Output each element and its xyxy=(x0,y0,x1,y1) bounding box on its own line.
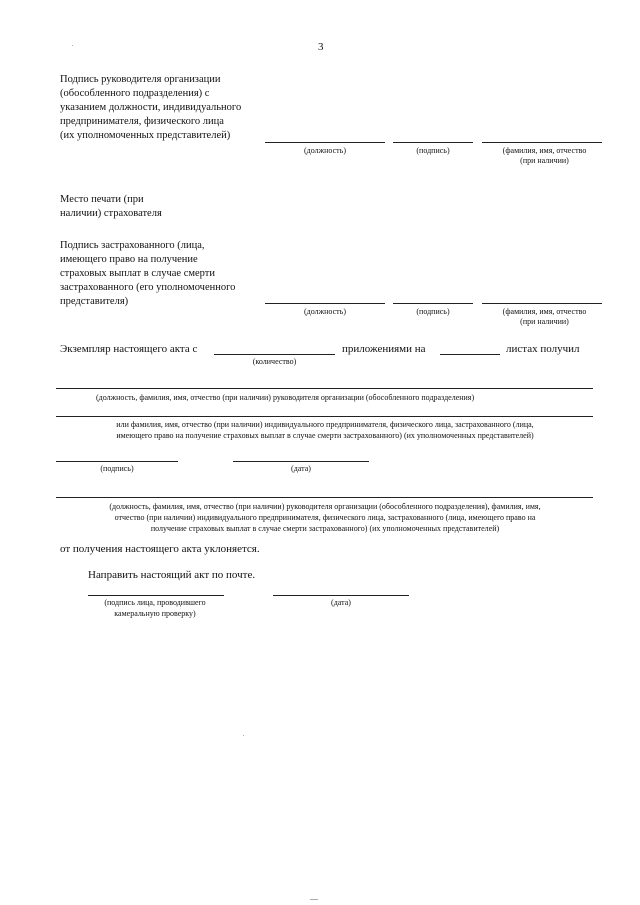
recipient-signature-label: (подпись) xyxy=(100,464,134,473)
insured-signature-line xyxy=(393,303,473,304)
scan-speck xyxy=(243,735,244,736)
copy-received-text-2: приложениями на xyxy=(342,343,426,355)
mail-statement: Направить настоящий акт по почте. xyxy=(88,569,256,581)
recipient-caption-1: (должность, фамилия, имя, отчество (при наличии) руководителя организации (обособленного подразделения) xyxy=(96,393,475,402)
inspector-signature-label: (подпись лица, проводившего xyxy=(104,598,206,607)
refusal-line xyxy=(56,497,593,498)
inspector-signature-label-2: камеральную проверку) xyxy=(114,609,196,618)
sheet-count-line xyxy=(440,354,500,355)
refusal-caption-3: получение страховых выплат в случае смерти застрахованного) (их уполномоченных представителей) xyxy=(150,524,500,533)
insured-signature-label: (подпись) xyxy=(416,307,450,316)
refusal-statement: от получения настоящего акта уклоняется. xyxy=(60,543,260,555)
recipient-signature-line xyxy=(56,461,178,462)
page-number: 3 xyxy=(318,41,324,53)
quantity-label: (количество) xyxy=(252,357,297,366)
insured-fio-label-2: (при наличии) xyxy=(520,317,569,326)
stamp-caption-line: наличии) страхователя xyxy=(60,208,162,219)
head-signature-caption-line: указанием должности, индивидуального xyxy=(60,102,242,113)
insured-signature-caption-line: Подпись застрахованного (лица, xyxy=(60,240,205,251)
head-position-line xyxy=(265,142,385,143)
head-signature-caption-line: Подпись руководителя организации xyxy=(60,74,221,85)
recipient-caption-2b: имеющего право на получение страховых выплат в случае смерти застрахованного) (их уполномоченных представителей) xyxy=(116,431,534,440)
stamp-caption-line: Место печати (при xyxy=(60,194,144,205)
head-fio-label-2: (при наличии) xyxy=(520,156,569,165)
scan-speck xyxy=(72,45,73,46)
copy-received-text-3: листах получил xyxy=(506,343,580,355)
head-fio-label: (фамилия, имя, отчество xyxy=(502,146,587,155)
scan-speck xyxy=(310,899,318,900)
head-signature-line xyxy=(393,142,473,143)
recipient-line xyxy=(56,388,593,389)
insured-signature-caption-line: застрахованного (его уполномоченного xyxy=(60,282,236,293)
recipient-line-2 xyxy=(56,416,593,417)
head-position-label: (должность) xyxy=(304,146,346,155)
recipient-date-line xyxy=(233,461,369,462)
insured-fio-label: (фамилия, имя, отчество xyxy=(502,307,587,316)
mail-date-line xyxy=(273,595,409,596)
head-signature-label: (подпись) xyxy=(416,146,450,155)
insured-signature-caption-line: имеющего право на получение xyxy=(60,254,198,265)
insured-fio-line xyxy=(482,303,602,304)
insured-signature-caption-line: представителя) xyxy=(60,296,129,307)
head-signature-caption-line: (их уполномоченных представителей) xyxy=(60,130,231,141)
recipient-caption-2: или фамилия, имя, отчество (при наличии) индивидуального предпринимателя, физического лица, застрахованного (лица, xyxy=(116,420,534,429)
inspector-signature-line xyxy=(88,595,224,596)
attachment-quantity-line xyxy=(214,354,335,355)
copy-received-text-1: Экземпляр настоящего акта с xyxy=(60,343,198,355)
head-signature-caption-line: предпринимателя, физического лица xyxy=(60,116,224,127)
insured-position-line xyxy=(265,303,385,304)
head-signature-caption-line: (обособленного подразделения) с xyxy=(60,88,210,99)
head-fio-line xyxy=(482,142,602,143)
refusal-caption-2: отчество (при наличии) индивидуального предпринимателя, физического лица, застрахованного (лица, имеющего право на xyxy=(114,513,536,522)
refusal-caption-1: (должность, фамилия, имя, отчество (при наличии) руководителя организации (обособленного подразделения), фамилия, имя, xyxy=(109,502,541,511)
mail-date-label: (дата) xyxy=(331,598,351,607)
insured-position-label: (должность) xyxy=(304,307,346,316)
recipient-date-label: (дата) xyxy=(291,464,311,473)
insured-signature-caption-line: страховых выплат в случае смерти xyxy=(60,268,215,279)
